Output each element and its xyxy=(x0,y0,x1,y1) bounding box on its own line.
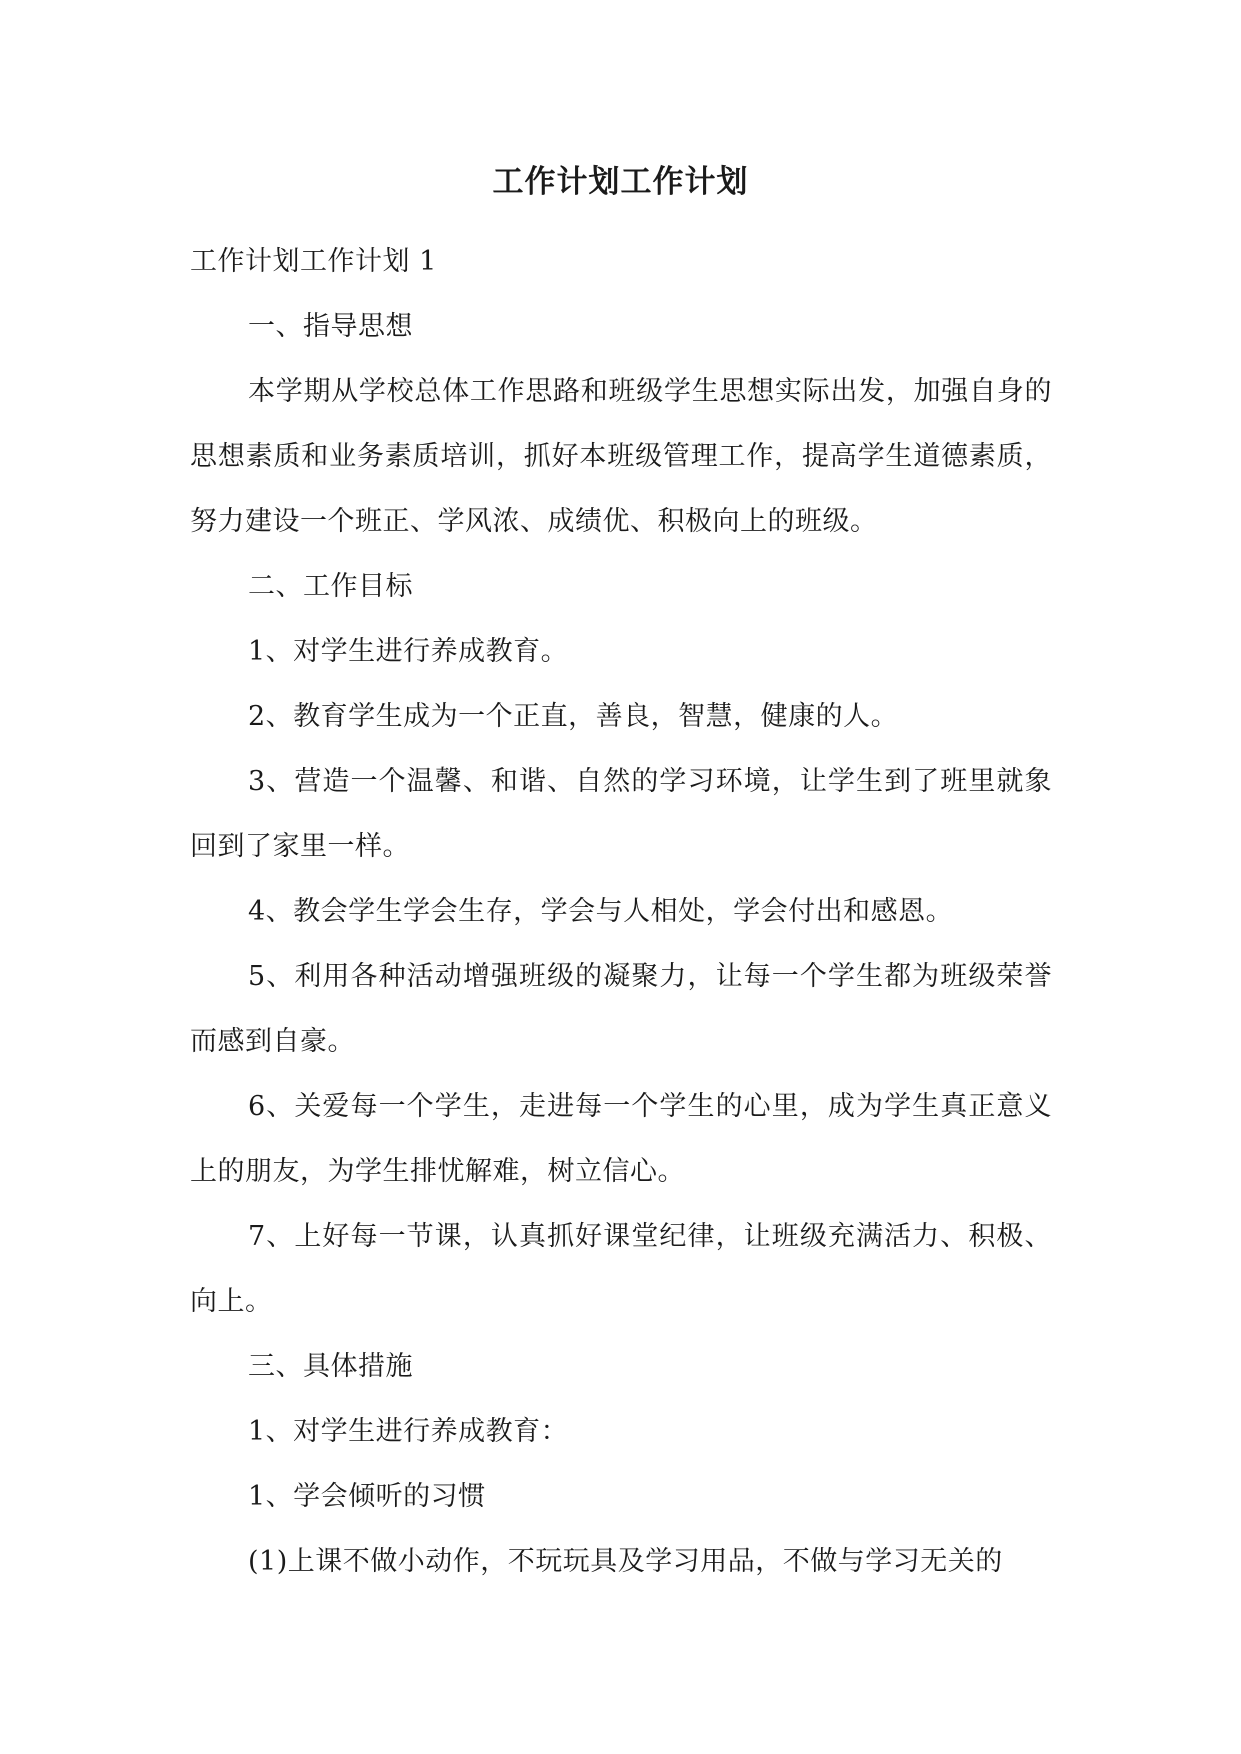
list-item: 1、学会倾听的习惯 xyxy=(248,1481,486,1512)
paragraph: 本学期从学校总体工作思路和班级学生思想实际出发，加强自身的思想素质和业务素质培训，抓好本班级管理工作，提高学生道德素质，努力建设一个班正、学风浓、成绩优、积极向上的班级。 xyxy=(190,376,1052,537)
section-heading: 一、指导思想 xyxy=(248,311,413,342)
section-heading: 三、具体措施 xyxy=(248,1351,413,1382)
document-title: 工作计划工作计划 xyxy=(492,164,749,200)
list-item: 1、对学生进行养成教育： xyxy=(248,1416,569,1447)
section-heading: 二、工作目标 xyxy=(248,571,413,602)
list-item: 6、关爱每一个学生，走进每一个学生的心里，成为学生真正意义上的朋友，为学生排忧解难，树立信心。 xyxy=(190,1091,1052,1187)
document-body xyxy=(190,229,1052,1594)
list-item: 2、教育学生成为一个正直，善良，智慧，健康的人。 xyxy=(248,701,899,732)
list-item: (1)上课不做小动作，不玩玩具及学习用品，不做与学习无关的 xyxy=(248,1546,1003,1577)
list-item: 1、对学生进行养成教育。 xyxy=(248,636,569,667)
list-item: 3、营造一个温馨、和谐、自然的学习环境，让学生到了班里就象回到了家里一样。 xyxy=(190,766,1052,862)
list-item: 4、教会学生学会生存，学会与人相处，学会付出和感恩。 xyxy=(248,896,954,927)
list-item: 7、上好每一节课，认真抓好课堂纪律，让班级充满活力、积极、向上。 xyxy=(190,1221,1052,1317)
paragraph: 工作计划工作计划 1 xyxy=(190,246,437,277)
list-item: 5、利用各种活动增强班级的凝聚力，让每一个学生都为班级荣誉而感到自豪。 xyxy=(190,961,1052,1057)
